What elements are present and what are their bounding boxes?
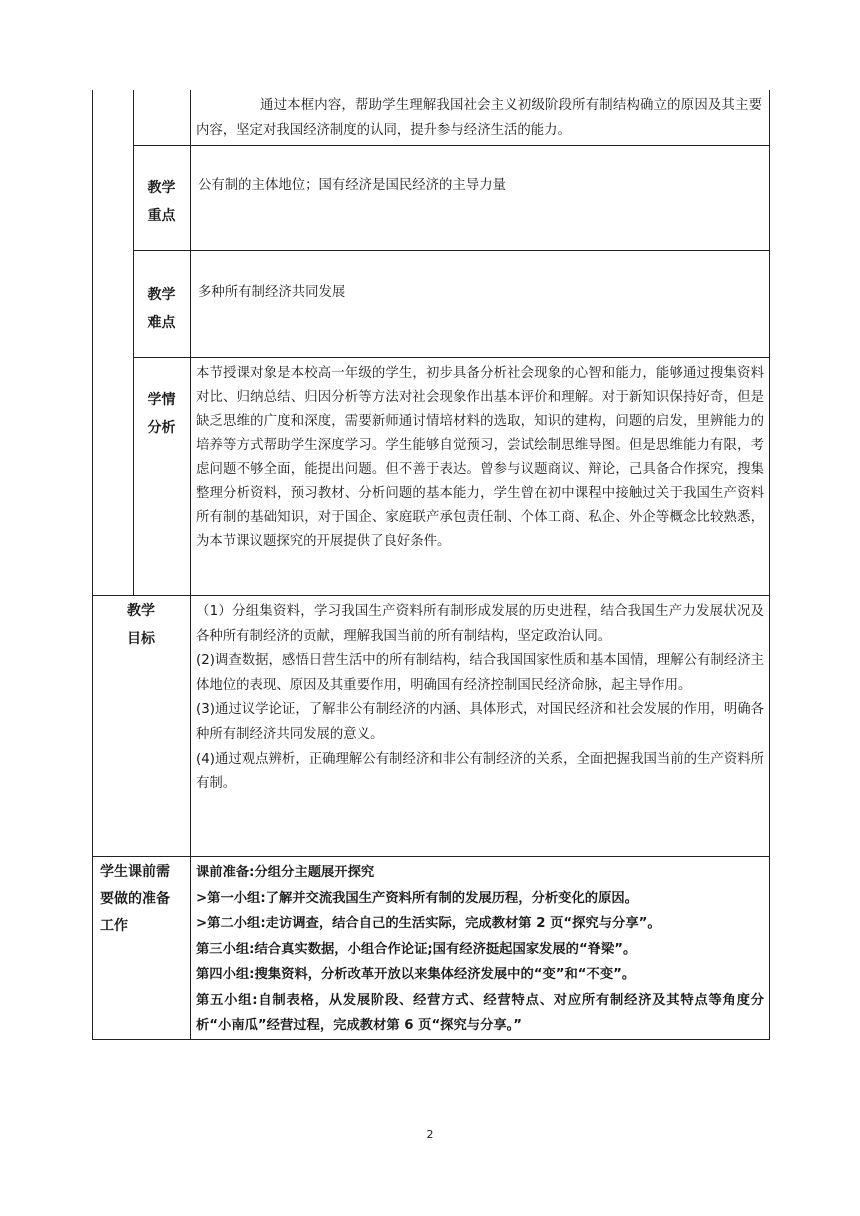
row-divider xyxy=(133,250,770,251)
table-border-mid xyxy=(190,90,191,1040)
goal-item: (2)调查数据，感悟日营生活中的所有制结构，结合我国国家性质和基本国情，理解公有制经济主体地位的表现、原因及其重要作用，明确国有经济控制国民经济命脉，起主导作用。 xyxy=(196,653,764,693)
analysis-label: 学情 分析 xyxy=(147,392,176,436)
goals-label: 教学 目标 xyxy=(127,603,155,647)
row-divider xyxy=(92,595,770,596)
objectives-intro-text: 通过本框内容，帮助学生理解我国社会主义初级阶段所有制结构确立的原因及其主要内容，坚定对我国经济制度的认同，提升参与经济生活的能力。 xyxy=(196,98,762,138)
row-divider xyxy=(133,357,770,358)
difficulties-text: 多种所有制经济共同发展 xyxy=(198,285,346,300)
table-border-left xyxy=(92,90,93,1040)
goals-list xyxy=(196,600,764,797)
prep-label: 学生课前需 要做的准备 工作 xyxy=(100,864,170,934)
analysis-text: 本节授课对象是本校高一年级的学生，初步具备分析社会现象的心智和能力，能够通过搜集资料对比、归纳总结、归因分析等方法对社会现象作出基本评价和理解。对于新知识保持好奇，但是缺乏思维的广度和深度，需要新师通讨情培材料的选取，知识的建构，问题的启发，里辨能力的培养等方式帮助学生深度学习。学生能够自觉预习，尝试绘制思维导图。但是思维能力有限，考虑问题不够全面，能提出问题。但不善于表达。曾参与议题商议、辩论，己具备合作探究，搜集整理分析资料，预习教材、分析问题的基本能力，学生曾在初中课程中接触过关于我国生产资料所有制的基础知识，对于国企、家庭联产承包责任制、个体工商、私企、外企等概念比较熟悉，为本节课议题探究的开展提供了良好条件。 xyxy=(196,366,764,549)
prep-item: 课前准备:分组分主题展开探究 xyxy=(196,865,375,880)
row-divider xyxy=(92,856,770,857)
difficulties-label: 教学 难点 xyxy=(147,287,176,331)
key-points-label: 教学 重点 xyxy=(147,180,176,224)
prep-list xyxy=(196,860,764,1039)
key-points-text: 公有制的主体地位；国有经济是国民经济的主导力量 xyxy=(198,178,506,193)
lesson-plan-table xyxy=(92,90,769,1040)
table-border-inner-left xyxy=(133,90,134,595)
prep-item: 第四小组:搜集资料，分析改革开放以来集体经济发展中的“变”和“不变”。 xyxy=(196,967,636,982)
prep-item: >第一小组:了解并交流我国生产资料所有制的发展历程，分析变化的原因。 xyxy=(196,890,638,906)
prep-item: 第三小组:结合真实数据，小组合作论证;国有经济挺起国家发展的“脊梁”。 xyxy=(196,941,637,957)
page-number: 2 xyxy=(426,1128,434,1141)
prep-item: >第二小组:走访调查，结合自己的生活实际，完成教材第 2 页“探究与分享”。 xyxy=(196,916,661,931)
table-border-bottom xyxy=(92,1039,770,1040)
row-divider xyxy=(133,145,770,146)
objectives-intro-cell xyxy=(196,94,762,143)
goal-item: (3)通过议学论证，了解非公有制经济的内涵、具体形式，对国民经济和社会发展的作用，明确各种所有制经济共同发展的意义。 xyxy=(196,702,764,742)
prep-item: 第五小组:自制表格，从发展阶段、经营方式、经营特点、对应所有制经济及其特点等角度分析“小南瓜”经营过程，完成教材第 6 页“探究与分享。” xyxy=(196,992,764,1033)
goal-item: （1）分组集资料，学习我国生产资料所有制形成发展的历史进程，结合我国生产力发展状况及各种所有制经济的贡献，理解我国当前的所有制结构，坚定政治认同。 xyxy=(196,604,764,644)
goal-item: (4)通过观点辨析，正确理解公有制经济和非公有制经济的关系，全面把握我国当前的生产资料所有制。 xyxy=(196,751,764,792)
table-border-right xyxy=(769,90,770,1040)
